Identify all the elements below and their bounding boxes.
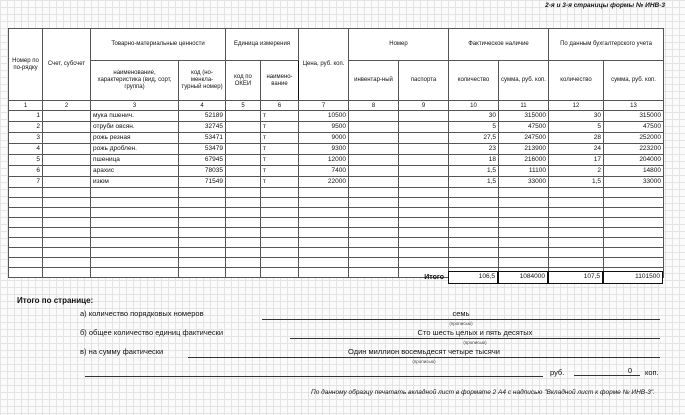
header-tmc-group: Товарно-материальные ценности [91, 29, 226, 61]
cell-fact-qty [449, 238, 499, 248]
cell-book-qty [549, 238, 604, 248]
column-number: 12 [549, 101, 604, 111]
cell-inv [349, 166, 399, 177]
cell-code [179, 248, 226, 258]
column-number: 7 [299, 101, 349, 111]
cell-num: 6 [9, 166, 43, 177]
cell-unit: т [261, 177, 299, 188]
cell-code [179, 258, 226, 268]
header-book-group: По данным бухгалтерского учета [549, 29, 664, 61]
cell-okei [226, 166, 261, 177]
column-number: 9 [399, 101, 449, 111]
cell-code [179, 218, 226, 228]
cell-unit [261, 208, 299, 218]
line-v-note: (прописью) [412, 359, 436, 364]
cell-book-qty [549, 198, 604, 208]
cell-book-qty [549, 208, 604, 218]
header-unit-code: код по ОКЕИ [226, 61, 261, 101]
sum-continuation-line [85, 365, 543, 377]
cell-num [9, 248, 43, 258]
cell-inv [349, 258, 399, 268]
inventory-table [8, 28, 664, 278]
cell-book-qty: 1,5 [549, 177, 604, 188]
header-fact-sum: сумма, руб. коп. [499, 61, 549, 101]
cell-book-sum [604, 248, 664, 258]
cell-unit [261, 198, 299, 208]
cell-num: 7 [9, 177, 43, 188]
cell-fact-sum [499, 258, 549, 268]
cell-name [91, 258, 179, 268]
cell-passport [399, 122, 449, 133]
cell-fact-qty: 18 [449, 155, 499, 166]
cell-code [179, 228, 226, 238]
table-row-empty [9, 238, 664, 248]
column-number: 11 [499, 101, 549, 111]
cell-name [91, 218, 179, 228]
table-row [9, 111, 664, 122]
cell-book-sum: 223200 [604, 144, 664, 155]
header-group-row [9, 29, 664, 61]
column-number: 5 [226, 101, 261, 111]
cell-book-qty [549, 228, 604, 238]
cell-num [9, 188, 43, 198]
line-v-label: в) на сумму фактически [80, 347, 164, 356]
column-number: 4 [179, 101, 226, 111]
header-fact-group: Фактическое наличие [449, 29, 549, 61]
kop-value: 0 [574, 365, 640, 376]
cell-code: 53479 [179, 144, 226, 155]
cell-name [91, 248, 179, 258]
cell-price: 22000 [299, 177, 349, 188]
column-number-row [9, 101, 664, 111]
table-row-empty [9, 248, 664, 258]
line-b-label: б) общее количество единиц фактически [80, 328, 224, 337]
cell-num [9, 198, 43, 208]
line-a-label: а) количество порядковых номеров [80, 309, 204, 318]
cell-unit: т [261, 133, 299, 144]
cell-book-sum: 204000 [604, 155, 664, 166]
cell-price [299, 218, 349, 228]
cell-fact-qty [449, 188, 499, 198]
cell-account [43, 177, 91, 188]
cell-inv [349, 248, 399, 258]
table-row [9, 155, 664, 166]
header-inventory-number: инвентар-ный [349, 61, 399, 101]
cell-fact-qty: 1,5 [449, 177, 499, 188]
cell-name: рожь резная [91, 133, 179, 144]
cell-fact-qty [449, 248, 499, 258]
table-row [9, 166, 664, 177]
header-unit-name: наимено-вание [261, 61, 299, 101]
cell-num [9, 208, 43, 218]
cell-name [91, 208, 179, 218]
cell-book-qty [549, 188, 604, 198]
cell-book-qty: 2 [549, 166, 604, 177]
column-number: 8 [349, 101, 399, 111]
table-row-empty [9, 228, 664, 238]
header-book-qty: количество [549, 61, 604, 101]
cell-passport [399, 166, 449, 177]
cell-fact-sum [499, 228, 549, 238]
cell-unit [261, 218, 299, 228]
cell-code [179, 238, 226, 248]
cell-fact-sum: 247500 [499, 133, 549, 144]
cell-fact-qty: 30 [449, 111, 499, 122]
cell-code [179, 198, 226, 208]
cell-book-sum [604, 238, 664, 248]
line-b-note: (прописью) [463, 340, 487, 345]
cell-price: 12000 [299, 155, 349, 166]
cell-num: 5 [9, 155, 43, 166]
cell-account [43, 238, 91, 248]
cell-okei [226, 177, 261, 188]
cell-num [9, 238, 43, 248]
cell-okei [226, 228, 261, 238]
cell-inv [349, 188, 399, 198]
table-row-empty [9, 188, 664, 198]
cell-price: 9000 [299, 133, 349, 144]
cell-price [299, 228, 349, 238]
cell-book-qty: 28 [549, 133, 604, 144]
cell-num: 3 [9, 133, 43, 144]
cell-price [299, 208, 349, 218]
cell-fact-sum: 315000 [499, 111, 549, 122]
cell-okei [226, 218, 261, 228]
cell-account [43, 248, 91, 258]
cell-inv [349, 238, 399, 248]
cell-fact-qty: 5 [449, 122, 499, 133]
cell-okei [226, 238, 261, 248]
cell-book-sum: 252000 [604, 133, 664, 144]
cell-fact-qty [449, 258, 499, 268]
cell-price [299, 188, 349, 198]
cell-fact-sum [499, 208, 549, 218]
table-row [9, 122, 664, 133]
header-tmc-name: наименование, характеристика (вид, сорт, группа) [91, 61, 179, 101]
cell-fact-qty [449, 208, 499, 218]
cell-passport [399, 188, 449, 198]
column-number: 3 [91, 101, 179, 111]
cell-fact-sum: 47500 [499, 122, 549, 133]
table-body [9, 111, 664, 278]
cell-code [179, 188, 226, 198]
cell-book-qty [549, 248, 604, 258]
cell-unit: т [261, 155, 299, 166]
cell-account [43, 155, 91, 166]
cell-price [299, 258, 349, 268]
total-book-sum: 1101500 [603, 271, 663, 284]
cell-inv [349, 144, 399, 155]
total-fact-qty: 106,5 [448, 271, 498, 284]
column-number: 10 [449, 101, 499, 111]
cell-passport [399, 155, 449, 166]
cell-book-sum [604, 218, 664, 228]
cell-name: отруби овсян. [91, 122, 179, 133]
cell-account [43, 122, 91, 133]
cell-book-qty: 17 [549, 155, 604, 166]
table-row-empty [9, 208, 664, 218]
cell-fact-sum: 216000 [499, 155, 549, 166]
header-row-number: Номер по по-рядку [9, 29, 43, 101]
cell-price: 10500 [299, 111, 349, 122]
table-row-empty [9, 258, 664, 268]
print-instruction-note: По данному образцу печатать вкладной лист в формате 2 А4 с надписью "Вкладной лист к форме № ИНВ-3". [311, 389, 655, 396]
column-number: 1 [9, 101, 43, 111]
cell-price [299, 198, 349, 208]
cell-fact-qty [449, 198, 499, 208]
column-number: 2 [43, 101, 91, 111]
cell-inv [349, 198, 399, 208]
cell-passport [399, 258, 449, 268]
header-number-group: Номер [349, 29, 449, 61]
cell-code: 71549 [179, 177, 226, 188]
cell-fact-sum: 33000 [499, 177, 549, 188]
line-b-value: Сто шесть целых и пять десятых [290, 327, 660, 339]
total-fact-sum: 1084000 [498, 271, 548, 284]
cell-fact-qty: 23 [449, 144, 499, 155]
cell-fact-sum [499, 248, 549, 258]
cell-account [43, 188, 91, 198]
rub-label: руб. [550, 368, 565, 377]
cell-okei [226, 198, 261, 208]
cell-name: изюм [91, 177, 179, 188]
table-row-empty [9, 198, 664, 208]
table-row-empty [9, 218, 664, 228]
cell-name: арахис [91, 166, 179, 177]
cell-inv [349, 122, 399, 133]
cell-book-sum: 315000 [604, 111, 664, 122]
cell-account [43, 133, 91, 144]
cell-fact-qty: 1,5 [449, 166, 499, 177]
cell-code: 32745 [179, 122, 226, 133]
cell-num [9, 258, 43, 268]
cell-fact-qty [449, 228, 499, 238]
cell-unit [261, 258, 299, 268]
cell-fact-qty [449, 218, 499, 228]
cell-passport [399, 218, 449, 228]
cell-name [91, 188, 179, 198]
cell-book-qty [549, 258, 604, 268]
cell-fact-sum [499, 198, 549, 208]
total-book-qty: 107,5 [548, 271, 603, 284]
page-total-title: Итого по странице: [17, 296, 94, 305]
header-passport-number: паспорта [399, 61, 449, 101]
cell-unit: т [261, 144, 299, 155]
cell-inv [349, 155, 399, 166]
cell-fact-qty: 27,5 [449, 133, 499, 144]
cell-account [43, 111, 91, 122]
cell-okei [226, 133, 261, 144]
table-row [9, 177, 664, 188]
cell-book-qty: 24 [549, 144, 604, 155]
cell-fact-sum [499, 238, 549, 248]
table-row [9, 133, 664, 144]
cell-book-sum: 33000 [604, 177, 664, 188]
line-a-value: семь [262, 308, 660, 320]
table-row [9, 144, 664, 155]
cell-code: 52189 [179, 111, 226, 122]
cell-okei [226, 122, 261, 133]
cell-inv [349, 218, 399, 228]
cell-passport [399, 133, 449, 144]
cell-account [43, 258, 91, 268]
cell-book-sum [604, 188, 664, 198]
cell-name: рожь дроблен. [91, 144, 179, 155]
cell-fact-sum: 213900 [499, 144, 549, 155]
cell-okei [226, 248, 261, 258]
cell-num [9, 228, 43, 238]
cell-inv [349, 228, 399, 238]
cell-passport [399, 177, 449, 188]
cell-code: 67945 [179, 155, 226, 166]
cell-inv [349, 133, 399, 144]
cell-passport [399, 198, 449, 208]
cell-price: 9300 [299, 144, 349, 155]
cell-inv [349, 111, 399, 122]
cell-code: 78035 [179, 166, 226, 177]
cell-account [43, 198, 91, 208]
cell-name: пшеница [91, 155, 179, 166]
cell-num: 1 [9, 111, 43, 122]
cell-code: 53471 [179, 133, 226, 144]
cell-inv [349, 177, 399, 188]
cell-name: мука пшенич. [91, 111, 179, 122]
cell-code [179, 208, 226, 218]
cell-num: 2 [9, 122, 43, 133]
cell-fact-sum [499, 218, 549, 228]
cell-name [91, 238, 179, 248]
cell-account [43, 228, 91, 238]
header-account: Счет, субсчет [43, 29, 91, 101]
cell-fact-sum [499, 188, 549, 198]
cell-passport [399, 228, 449, 238]
cell-book-qty [549, 218, 604, 228]
cell-passport [399, 144, 449, 155]
column-number: 13 [604, 101, 664, 111]
cell-account [43, 208, 91, 218]
cell-num [9, 218, 43, 228]
cell-book-sum: 47500 [604, 122, 664, 133]
header-price: Цена, руб. коп. [299, 29, 349, 101]
cell-okei [226, 111, 261, 122]
cell-book-sum [604, 208, 664, 218]
header-fact-qty: количество [449, 61, 499, 101]
cell-okei [226, 208, 261, 218]
line-v-value: Один миллион восемьдесят четыре тысячи [188, 346, 660, 358]
cell-unit [261, 228, 299, 238]
cell-book-sum [604, 258, 664, 268]
cell-okei [226, 155, 261, 166]
cell-price [299, 238, 349, 248]
cell-account [43, 144, 91, 155]
cell-unit [261, 238, 299, 248]
cell-okei [226, 188, 261, 198]
cell-book-sum [604, 198, 664, 208]
cell-book-qty: 30 [549, 111, 604, 122]
cell-unit: т [261, 111, 299, 122]
cell-book-qty: 5 [549, 122, 604, 133]
cell-account [43, 166, 91, 177]
column-number: 6 [261, 101, 299, 111]
cell-okei [226, 258, 261, 268]
cell-price [299, 248, 349, 258]
cell-okei [226, 144, 261, 155]
header-book-sum: сумма, руб. коп. [604, 61, 664, 101]
cell-name [91, 198, 179, 208]
cell-fact-sum: 11100 [499, 166, 549, 177]
cell-passport [399, 238, 449, 248]
cell-num: 4 [9, 144, 43, 155]
cell-unit: т [261, 122, 299, 133]
header-unit-group: Единица измерения [226, 29, 299, 61]
header-tmc-code: код (но-менкла-турный номер) [179, 61, 226, 101]
cell-passport [399, 248, 449, 258]
line-a-note: (прописью) [449, 321, 473, 326]
cell-inv [349, 208, 399, 218]
cell-passport [399, 208, 449, 218]
total-label: Итого [424, 274, 444, 281]
kop-label: коп. [645, 368, 659, 377]
cell-unit: т [261, 166, 299, 177]
cell-name [91, 228, 179, 238]
totals-row [8, 271, 663, 284]
cell-price: 9500 [299, 122, 349, 133]
cell-account [43, 218, 91, 228]
cell-unit [261, 248, 299, 258]
cell-book-sum: 14800 [604, 166, 664, 177]
form-page-note: 2-я и 3-я страницы формы № ИНВ-3 [545, 2, 665, 9]
cell-price: 7400 [299, 166, 349, 177]
cell-passport [399, 111, 449, 122]
cell-unit [261, 188, 299, 198]
cell-book-sum [604, 228, 664, 238]
